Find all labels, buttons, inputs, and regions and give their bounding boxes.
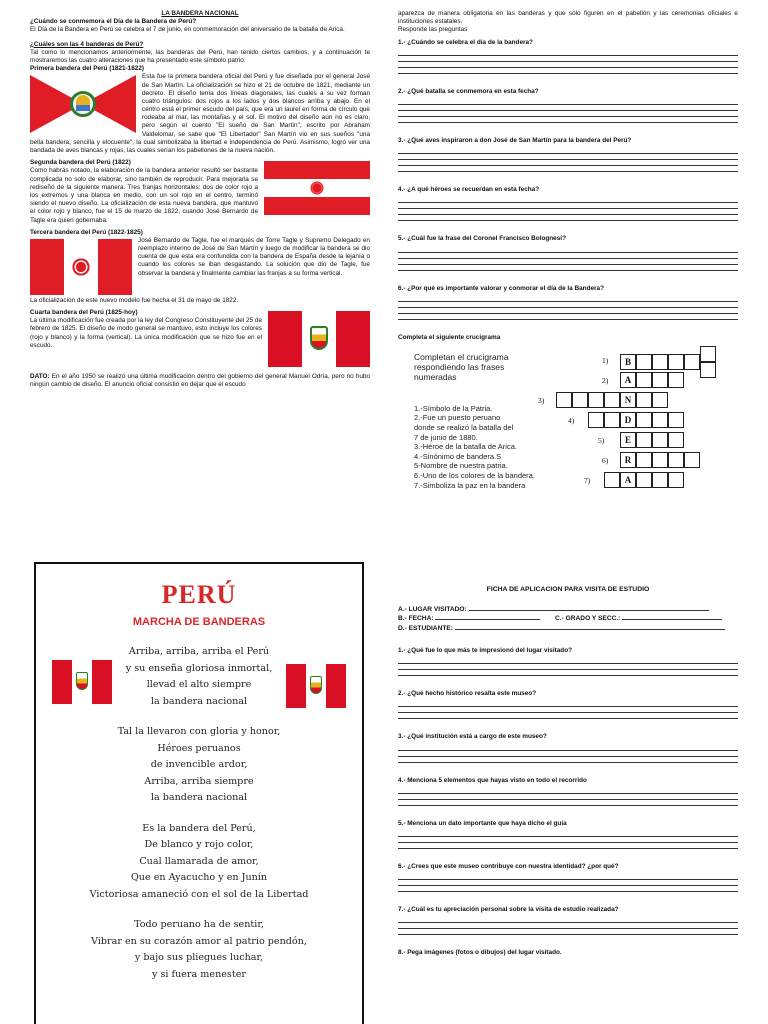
question-when: ¿Cuándo se conmemora el Día de la Bandera de Perú?: [30, 18, 197, 26]
crossword-cell[interactable]: [636, 452, 652, 468]
lyric-line: Héroes peruanos: [157, 742, 241, 754]
flag4-text: La última modificación fue creada por la ley del Congreso Constituyente del 25 de febrero de 1825. El diseño de modo general se mantuvo, esto incluye los colores (rojo y blanco) y la forma (vertical). La única modificación que se hizo fue en el escudo.: [30, 317, 262, 349]
intro-text: Tal como lo mencionamos anteriormente, las banderas del Perú, han tenido ciertos cambios, y a continuación te mostraremos las cuatro alteraciones que ha presentado este símbolo patrio.: [30, 48, 370, 64]
crossword-cell[interactable]: [604, 412, 620, 428]
lyric-line: llevad el alto siempre: [146, 679, 252, 690]
first-flag-image: [30, 75, 136, 133]
form-question-1: 1.- ¿Qué fue lo que más te impresionó del lugar visitado?: [398, 647, 572, 654]
crossword-cell[interactable]: [636, 472, 652, 488]
crossword-cell[interactable]: [700, 346, 716, 362]
worksheet-question-6: 6.- ¿Por qué es importante valorar y conmorar el día de la Bandera?: [398, 284, 604, 292]
clue-2: 2.-Fue un puesto peruano donde se realizó la batalla del 7 de junio de 1880.: [414, 413, 514, 442]
crossword-number-3: 3): [538, 395, 545, 405]
crossword-cell-key[interactable]: B: [620, 354, 636, 370]
fourth-flag-image: [268, 311, 370, 367]
poster-subtitle: MARCHA DE BANDERAS: [132, 616, 266, 628]
crossword-clues: [414, 404, 584, 490]
flag2-heading: Segunda bandera del Perú (1822): [30, 159, 131, 167]
lugar-label: A.- LUGAR VISITADO:: [398, 605, 467, 613]
flag4-heading: Cuarta bandera del Perú (1825-hoy): [30, 309, 138, 317]
crossword-cell-key[interactable]: N: [620, 392, 636, 408]
crossword-cell[interactable]: [652, 354, 668, 370]
crossword-number-4: 4): [568, 415, 575, 425]
crossword-cell[interactable]: [652, 372, 668, 388]
crossword-cell[interactable]: [668, 412, 684, 428]
grado-label: C.- GRADO Y SECC.:: [555, 615, 621, 623]
lyric-line: Que en Ayacucho y en Junín: [130, 872, 268, 883]
clue-6: 6.-Uno de los colores de la bandera.: [414, 471, 535, 481]
form-question-8: 8.- Pega imágenes (fotos o dibujos) del lugar visitado.: [398, 949, 562, 957]
coat-of-arms-icon: [310, 326, 328, 350]
crossword-number-1: 1): [602, 355, 609, 365]
form-question-5: 5.- Menciona un dato importante que haya dicho el guía: [398, 819, 567, 827]
crossword-cell[interactable]: [636, 432, 652, 448]
crossword-cell[interactable]: [652, 392, 668, 408]
crossword-cell[interactable]: [604, 392, 620, 408]
lyric-line: Victoriosa amaneció con el sol de la Libertad: [89, 888, 309, 900]
crossword-cell[interactable]: [588, 392, 604, 408]
crossword: [398, 352, 738, 520]
worksheet-continuation: aparezca de manera obligatoria en las banderas y que solo figuren en el pabellón y las ceremonias oficiales e instituciones estatales.: [398, 10, 738, 26]
crossword-cell[interactable]: [668, 432, 684, 448]
history-title: LA BANDERA NACIONAL: [161, 10, 239, 17]
clue-7: 7.-Simboliza la paz en la bandera: [414, 480, 526, 490]
lyric-line: Es la bandera del Perú,: [142, 822, 256, 834]
estudiante-input[interactable]: [455, 624, 725, 630]
crossword-cell[interactable]: [652, 472, 668, 488]
clue-4: 4.-Sinónimo de bandera.S: [414, 451, 502, 461]
flag2-text: Como habrás notado, la elaboración de la bandera anterior resultó ser bastante complicada no solo de elaborar, sino también de reproducir. Para mejorarla se rediseñó de la siguiente manera. Tres franjas horizontales: dos de color rojo a los extremos y una blanca en medio, con un sol rojo en el centro, terminó siendo el nuevo diseño. La oficialización de esta nueva bandera, que mantuvo el color rojo y blanco, fue el 15 de marzo de 1822, cuando José Bernardo de Tagle era quien gobernaba.: [30, 167, 258, 224]
grado-input[interactable]: [622, 614, 722, 620]
lyric-line: y si fuera menester: [152, 968, 246, 980]
form-question-3: 3.- ¿Qué institución está a cargo de este museo?: [398, 733, 547, 741]
lyric-line: De blanco y rojo color,: [144, 839, 254, 850]
peru-flag-left-icon: [52, 660, 112, 704]
history-section: [30, 10, 370, 520]
peru-flag-right-icon: [286, 664, 346, 708]
crossword-cell[interactable]: [636, 372, 652, 388]
field-trip-form: [398, 586, 738, 966]
form-title: FICHA DE APLICACIÓN PARA VISITA DE ESTUDIO: [486, 586, 650, 593]
lyric-line: Todo peruano ha de sentir,: [134, 919, 264, 930]
fecha-input[interactable]: [435, 614, 540, 620]
lyric-line: Tal la llevaron con gloria y honor,: [117, 726, 281, 737]
crossword-cell-key[interactable]: E: [620, 432, 636, 448]
sea-icon: [76, 105, 90, 111]
crossword-number-7: 7): [584, 475, 591, 485]
crossword-cell[interactable]: [652, 412, 668, 428]
estudiante-field[interactable]: [398, 624, 738, 633]
crossword-cell[interactable]: [668, 354, 684, 370]
crossword-cell[interactable]: [668, 372, 684, 388]
clue-3: 3.-Héroe de la batalla de Arica.: [414, 442, 517, 452]
sun-icon: [76, 95, 90, 105]
crossword-cell[interactable]: [668, 452, 684, 468]
crossword-number-6: 6): [602, 455, 609, 465]
second-flag-image: [264, 161, 370, 215]
third-flag-image: [30, 239, 132, 295]
lyric-line: Vibrar en su corazón amor al patrio pendón,: [91, 935, 307, 947]
crossword-cell-key[interactable]: D: [620, 412, 636, 428]
when-answer: El Día de la Bandera en Perú se celebra el 7 de junio, en conmemoración del aniversario de la batalla de Arica.: [30, 26, 345, 34]
crossword-cell[interactable]: [636, 392, 652, 408]
crossword-cell[interactable]: [700, 362, 716, 378]
fecha-label: B.- FECHA:: [398, 615, 434, 623]
dato-text: En el año 1950 se realizó una última modificación dentro del gobierno del general Manuel Odría, pero no hubo ningún cambio de diseño. El anuncio oficial consistió en dejar que el escudo: [30, 373, 370, 389]
worksheet-question-3: 3.- ¿Qué aves inspiraron a don José de San Martín para la bandera del Perú?: [398, 136, 632, 144]
worksheet-question-2: 2.- ¿Qué batalla se conmemora en esta fecha?: [398, 87, 539, 95]
lyric-line: Cual llamarada de amor,: [139, 855, 259, 867]
crossword-cell-key[interactable]: R: [620, 452, 636, 468]
worksheet-section: [398, 10, 738, 520]
crossword-cell[interactable]: [556, 392, 572, 408]
lyric-line: la bandera nacional: [150, 695, 248, 707]
crossword-cell[interactable]: [684, 354, 700, 370]
form-question-2: 2.- ¿Qué hecho histórico resalta este museo?: [398, 690, 537, 698]
crossword-cell[interactable]: [652, 452, 668, 468]
flag3-heading: Tercera bandera del Perú (1822-1825): [30, 228, 143, 236]
crossword-heading: Completa el siguiente crucigrama: [398, 333, 501, 341]
flag3-text-2: La oficialización de este nuevo modelo fue hecha el 31 de mayo de 1822.: [30, 296, 239, 304]
lyric-line: Arriba, arriba siempre: [144, 775, 254, 787]
crossword-cell[interactable]: [652, 432, 668, 448]
lugar-input[interactable]: [469, 605, 709, 611]
lyric-line: de invencible ardor,: [150, 759, 248, 770]
question-which: ¿Cuáles son las 4 banderas de Perú?: [30, 40, 144, 48]
lyric-line: Arriba, arriba, arriba el Perú: [128, 646, 270, 657]
crossword-instructions: Completan el crucigrama respondiendo las frases numeradas: [414, 351, 509, 383]
form-question-7: 7.- ¿Cuál es tu apreciación personal sobre la visita de estudio realizada?: [398, 906, 619, 914]
flag3-text: José Bernardo de Tagle, fue el marqués de Torre Tagle y Supremo Delegado en reemplazo interino de José de San Martín y luego de modificar la bandera se dio cuenta de que esta era confundida con la bandera de España desde la lejanía o cuando los colores se iban desgastando. La solución que dio de Tagle, fue observar la bandera y finalmente cambiar las franjas a su forma vertical.: [138, 236, 370, 277]
crossword-cell[interactable]: [684, 452, 700, 468]
flag1-heading: Primera bandera del Perú (1821-1822): [30, 65, 145, 73]
worksheet-question-5: 5.- ¿Cuál fue la frase del Coronel Francisco Bolognesi?: [398, 235, 566, 243]
worksheet-question-1: 1.- ¿Cuándo se celebra el día de la bandera?: [398, 38, 533, 46]
lyric-line: y bajo sus pliegues luchar,: [134, 952, 264, 963]
form-question-4: 4.- Menciona 5 elementos que hayas visto en todo el recorrido: [398, 776, 587, 784]
lyric-line: y su enseña gloriosa inmortal,: [125, 662, 273, 674]
crossword-cell-key[interactable]: A: [620, 372, 636, 388]
poster-title: PERÚ: [161, 580, 237, 609]
crossword-cell[interactable]: [604, 472, 620, 488]
fecha-grado-row: [398, 614, 738, 623]
dato-paragraph: [30, 373, 370, 389]
crossword-cell-key[interactable]: A: [620, 472, 636, 488]
estudiante-label: D.- ESTUDIANTE:: [398, 624, 453, 632]
crossword-cell[interactable]: [588, 412, 604, 428]
dato-label: DATO:: [30, 373, 50, 381]
red-sun-icon: [71, 257, 91, 277]
crossword-cell[interactable]: [636, 354, 652, 370]
respond-label: Responde las preguntas: [398, 26, 468, 34]
crossword-cell[interactable]: [636, 412, 652, 428]
crossword-number-2: 2): [602, 375, 609, 385]
anthem-poster: [34, 562, 364, 1024]
lugar-field[interactable]: [398, 605, 738, 614]
form-question-6: 6.- ¿Crees que este museo contribuye con nuestra identidad? ¿por qué?: [398, 862, 619, 870]
clue-1: 1.-Símbolo de la Patria.: [414, 403, 493, 413]
crossword-cell[interactable]: [668, 472, 684, 488]
worksheet-question-4: 4.- ¿A qué héroes se recuerdan en esta fecha?: [398, 186, 540, 194]
clue-5: 5-Nombre de nuestra patria.: [414, 461, 508, 471]
lyric-line: la bandera nacional: [150, 792, 248, 803]
flag1-text: Esta fue la primera bandera oficial del Perú y fue diseñada por el general José de San Martín. La oficialización se hizo el 21 de octubre de 1821, mediante un decreto. El diseño tenía dos líneas diagonales, las cuales a su vez forman cuatro triángulos: dos rojos a los lados y dos blancos arriba y abajo. En el centro está el primer escudo del país, que era un laurel en forma de círculo que rodeaba al mar, las montañas y el sol. El motivo del diseño aún no es claro, pero según el cuento "El sueño de San Martín", escrito por Abraham Valdelomar, se sabe que "El Libertador" San Martín vio en sus sueños "una bella bandera, sencilla y elocuente", la cual simbolizaba la libertad e independencia de Perú. Asimismo, logró ver una bandada de aves blancas y rojas, las cuales serían los pabellones de la nueva nación.: [30, 73, 370, 154]
crossword-number-5: 5): [598, 435, 605, 445]
crossword-cell[interactable]: [572, 392, 588, 408]
